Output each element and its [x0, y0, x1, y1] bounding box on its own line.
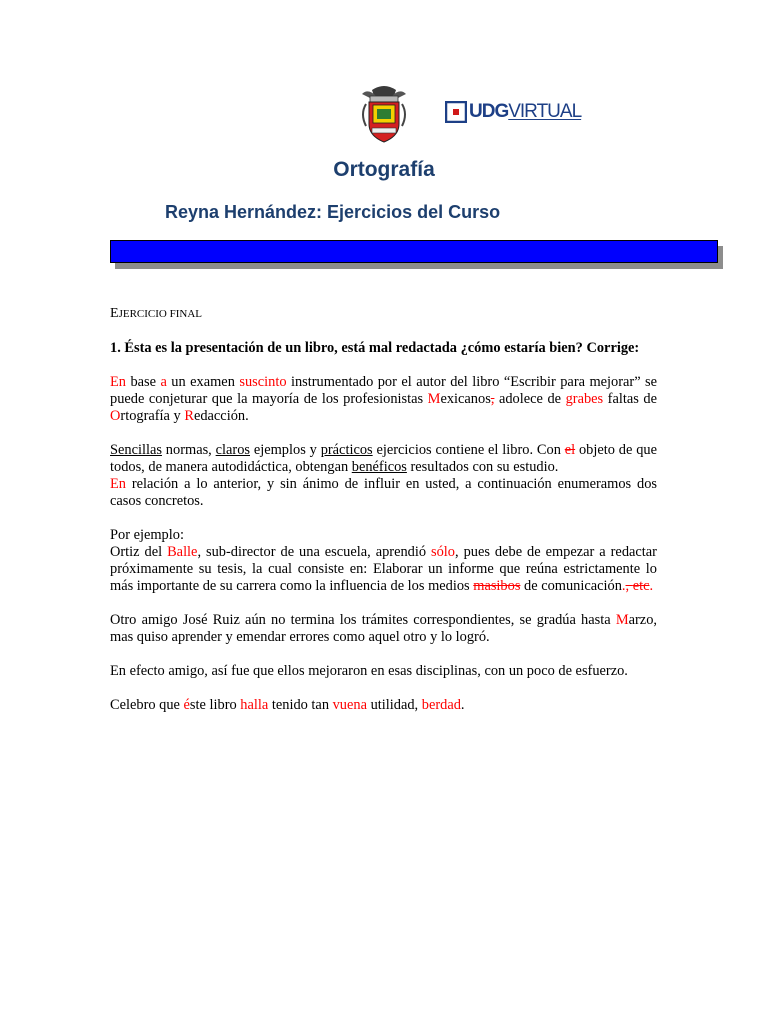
udg-virtual-logo-icon	[445, 101, 467, 123]
text-run: ejercicios contiene el libro. Con	[372, 442, 565, 458]
text-run: rtografía y	[120, 408, 185, 424]
text-run: adolece de	[494, 391, 566, 407]
correction-text: sólo	[431, 544, 456, 560]
correction-text: a	[160, 374, 167, 390]
text-run: edacción.	[193, 408, 249, 424]
text-run: Por ejemplo:	[110, 527, 184, 543]
correction-text: grabes	[565, 391, 604, 407]
text-run: Otro amigo José Ruiz aún no termina los trámites correspondientes, se gradúa hasta	[110, 612, 616, 628]
correction-text: Balle	[167, 544, 198, 560]
struck-text: ,	[490, 391, 495, 407]
page-subtitle: Reyna Hernández: Ejercicios del Curso	[165, 202, 501, 222]
text-run: .	[460, 697, 465, 713]
paragraph-3	[110, 476, 657, 510]
text-run: arzo, mas quiso aprender y emendar errores como aquel otro y lo logró.	[110, 612, 657, 645]
underlined-text: prácticos	[320, 442, 373, 458]
paragraph-7	[110, 697, 657, 714]
header-logos	[358, 84, 588, 144]
text-run: faltas de	[603, 391, 657, 407]
heading-initial: E	[110, 306, 119, 321]
correction-text: .	[649, 578, 654, 594]
header-bar	[110, 240, 718, 263]
text-run: base	[126, 374, 161, 390]
text-run: utilidad,	[366, 697, 422, 713]
udg-text: UDG	[469, 101, 509, 122]
heading-rest: JERCICIO FINAL	[118, 308, 202, 320]
correction-text: suscinto	[239, 374, 287, 390]
underlined-text: benéficos	[351, 459, 407, 475]
text-run: exicanos	[440, 391, 491, 407]
text-run: objeto de que todos, de manera autodidáctica, obtengan	[110, 442, 657, 475]
paragraph-4-intro	[110, 527, 657, 544]
udg-virtual-wordmark	[469, 101, 581, 123]
page-title: Ortografía	[333, 158, 435, 181]
text-run: normas,	[161, 442, 216, 458]
correction-text: berdad	[421, 697, 461, 713]
text-run: un examen	[166, 374, 240, 390]
text-run: instrumentado por el autor del libro “Escribir para mejorar” se puede conjeturar que la mayoría de los profesionistas	[110, 374, 658, 407]
paragraph-1	[110, 374, 657, 425]
text-run: relación a lo anterior, y sin ánimo de influir en usted, a continuación enumeramos dos casos concretos.	[110, 476, 657, 509]
struck-text: masibos	[473, 578, 521, 594]
correction-text: halla	[240, 697, 269, 713]
text-run: En efecto amigo, así fue que ellos mejoraron en esas disciplinas, con un poco de esfuerzo.	[110, 663, 628, 679]
correction-text: En	[110, 374, 126, 390]
correction-text: O	[110, 408, 121, 424]
exercise-question: 1. Ésta es la presentación de un libro, está mal redactada ¿cómo estaría bien? Corrige:	[110, 340, 640, 356]
struck-text: el	[564, 442, 576, 458]
correction-text: En	[110, 476, 126, 492]
university-crest-icon	[358, 84, 410, 144]
virtual-text: VIRTUAL	[508, 101, 582, 122]
paragraph-5	[110, 612, 657, 646]
underlined-text: Sencillas	[110, 442, 162, 458]
paragraph-4	[110, 544, 657, 595]
correction-text: M	[615, 612, 629, 628]
paragraph-2	[110, 442, 657, 476]
text-run: de comunicación	[520, 578, 622, 594]
text-run: , pues debe de empezar a redactar próximamente su tesis, la cual consiste en: Elaborar un informe que reúna estrictamente lo más importante de su carrera como la influencia de los medios	[110, 544, 657, 594]
text-run: resultados con su estudio.	[406, 459, 559, 475]
exercise-heading	[110, 305, 657, 323]
struck-text: ,	[625, 578, 633, 594]
text-run: ste libro	[189, 697, 241, 713]
text-run: ejemplos y	[250, 442, 321, 458]
correction-text: vuena	[332, 697, 367, 713]
struck-text: etc	[632, 578, 650, 594]
underlined-text: claros	[215, 442, 250, 458]
exercise-content	[110, 305, 657, 731]
correction-text: R	[184, 408, 194, 424]
text-run: , sub-director de una escuela, aprendió	[197, 544, 432, 560]
correction-text: é	[183, 697, 190, 713]
text-run: tenido tan	[268, 697, 333, 713]
text-run: Ortiz del	[110, 544, 168, 560]
text-run: Celebro que	[110, 697, 184, 713]
correction-text: .	[621, 578, 626, 594]
paragraph-6	[110, 663, 657, 680]
correction-text: M	[427, 391, 441, 407]
